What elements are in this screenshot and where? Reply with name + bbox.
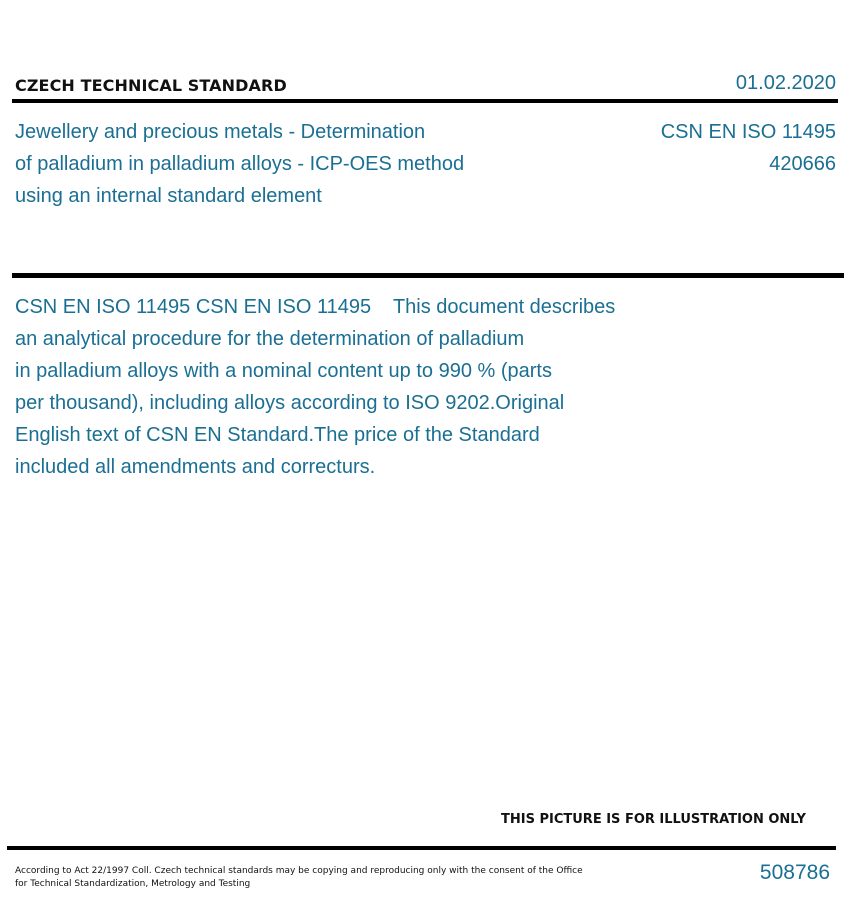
publication-date: 01.02.2020: [735, 72, 836, 94]
catalog-number: 420666: [769, 153, 836, 175]
standard-codes: [661, 116, 836, 180]
title-line: using an internal standard element: [15, 185, 322, 207]
middle-divider: [12, 273, 844, 278]
description-line: per thousand), including alloys according to ISO 9202.Original: [15, 392, 565, 414]
title-line: of palladium in palladium alloys - ICP-OES method: [15, 153, 465, 175]
standard-code: CSN EN ISO 11495: [660, 121, 836, 143]
description-line: English text of CSN EN Standard.The price of the Standard: [15, 424, 540, 446]
bottom-divider: [7, 846, 836, 850]
top-divider: [12, 99, 838, 103]
title-line: Jewellery and precious metals - Determination: [15, 121, 426, 143]
document-number: 508786: [759, 861, 830, 884]
description-line: in palladium alloys with a nominal content up to 990 % (parts: [15, 360, 552, 382]
description-line: included all amendments and correcturs.: [15, 456, 376, 478]
description-line: CSN EN ISO 11495 CSN EN ISO 11495 This document describes: [15, 296, 616, 318]
legal-line: for Technical Standardization, Metrology and Testing: [15, 879, 251, 889]
legal-notice: [15, 865, 595, 891]
illustration-disclaimer: THIS PICTURE IS FOR ILLUSTRATION ONLY: [501, 812, 806, 827]
description-line: an analytical procedure for the determination of palladium: [15, 328, 525, 350]
document-type-heading: CZECH TECHNICAL STANDARD: [15, 76, 287, 95]
standard-description: [15, 291, 675, 483]
legal-line: According to Act 22/1997 Coll. Czech technical standards may be copying and reproducing only with the consent of the Office: [15, 866, 583, 876]
standard-title: [15, 116, 535, 212]
